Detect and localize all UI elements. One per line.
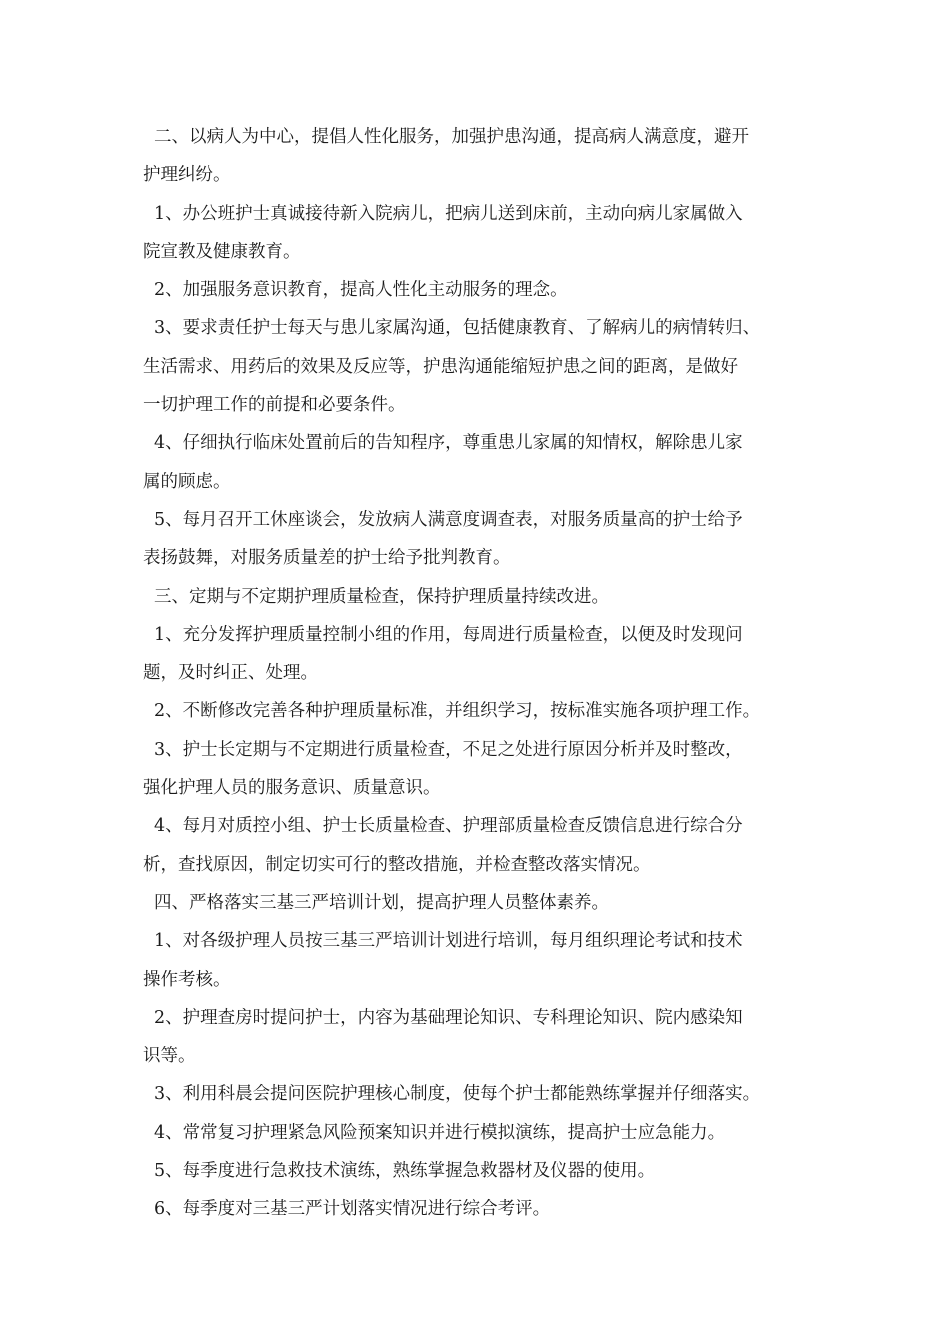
text-line: 三、定期与不定期护理质量检查，保持护理质量持续改进。 xyxy=(154,586,609,607)
text-line: 题，及时纠正、处理。 xyxy=(143,663,318,684)
text-line: 操作考核。 xyxy=(143,969,231,990)
text-line: 一切护理工作的前提和必要条件。 xyxy=(143,395,406,416)
text-line: 2、加强服务意识教育，提高人性化主动服务的理念。 xyxy=(154,280,568,301)
text-line: 生活需求、用药后的效果及反应等，护患沟通能缩短护患之间的距离，是做好 xyxy=(143,356,738,377)
text-line: 4、常常复习护理紧急风险预案知识并进行模拟演练，提高护士应急能力。 xyxy=(154,1122,726,1143)
text-line: 表扬鼓舞，对服务质量差的护士给予批判教育。 xyxy=(143,548,511,569)
text-line: 5、每季度进行急救技术演练，熟练掌握急救器材及仪器的使用。 xyxy=(154,1161,656,1182)
text-line: 2、护理查房时提问护士，内容为基础理论知识、专科理论知识、院内感染知 xyxy=(154,1007,743,1028)
text-line: 二、以病人为中心，提倡人性化服务，加强护患沟通，提高病人满意度，避开 xyxy=(154,127,749,147)
text-line: 院宣教及健康教育。 xyxy=(143,241,301,262)
text-line: 2、不断修改完善各种护理质量标准，并组织学习，按标准实施各项护理工作。 xyxy=(154,701,761,722)
text-line: 识等。 xyxy=(143,1046,196,1067)
text-line: 4、仔细执行临床处置前后的告知程序，尊重患儿家属的知情权，解除患儿家 xyxy=(154,433,743,454)
text-line: 析，查找原因，制定切实可行的整改措施，并检查整改落实情况。 xyxy=(143,854,651,875)
text-line: 3、利用科晨会提问医院护理核心制度，使每个护士都能熟练掌握并仔细落实。 xyxy=(154,1084,761,1105)
text-line: 3、护士长定期与不定期进行质量检查，不足之处进行原因分析并及时整改， xyxy=(154,739,743,760)
text-line: 4、每月对质控小组、护士长质量检查、护理部质量检查反馈信息进行综合分 xyxy=(154,816,743,837)
text-line: 5、每月召开工休座谈会，发放病人满意度调查表，对服务质量高的护士给予 xyxy=(154,509,743,530)
text-line: 6、每季度对三基三严计划落实情况进行综合考评。 xyxy=(154,1199,551,1220)
text-line: 强化护理人员的服务意识、质量意识。 xyxy=(143,778,441,799)
text-line: 3、要求责任护士每天与患儿家属沟通，包括健康教育、了解病儿的病情转归、 xyxy=(154,318,761,339)
text-line: 1、充分发挥护理质量控制小组的作用，每周进行质量检查，以便及时发现问 xyxy=(154,624,743,645)
text-line: 1、对各级护理人员按三基三严培训计划进行培训，每月组织理论考试和技术 xyxy=(154,931,743,952)
text-line: 四、严格落实三基三严培训计划，提高护理人员整体素养。 xyxy=(154,892,609,913)
text-line: 护理纠纷。 xyxy=(143,165,231,186)
text-line: 1、办公班护士真诚接待新入院病儿，把病儿送到床前，主动向病儿家属做入 xyxy=(154,203,743,224)
text-line: 属的顾虑。 xyxy=(143,471,231,492)
document-body xyxy=(143,118,813,1229)
